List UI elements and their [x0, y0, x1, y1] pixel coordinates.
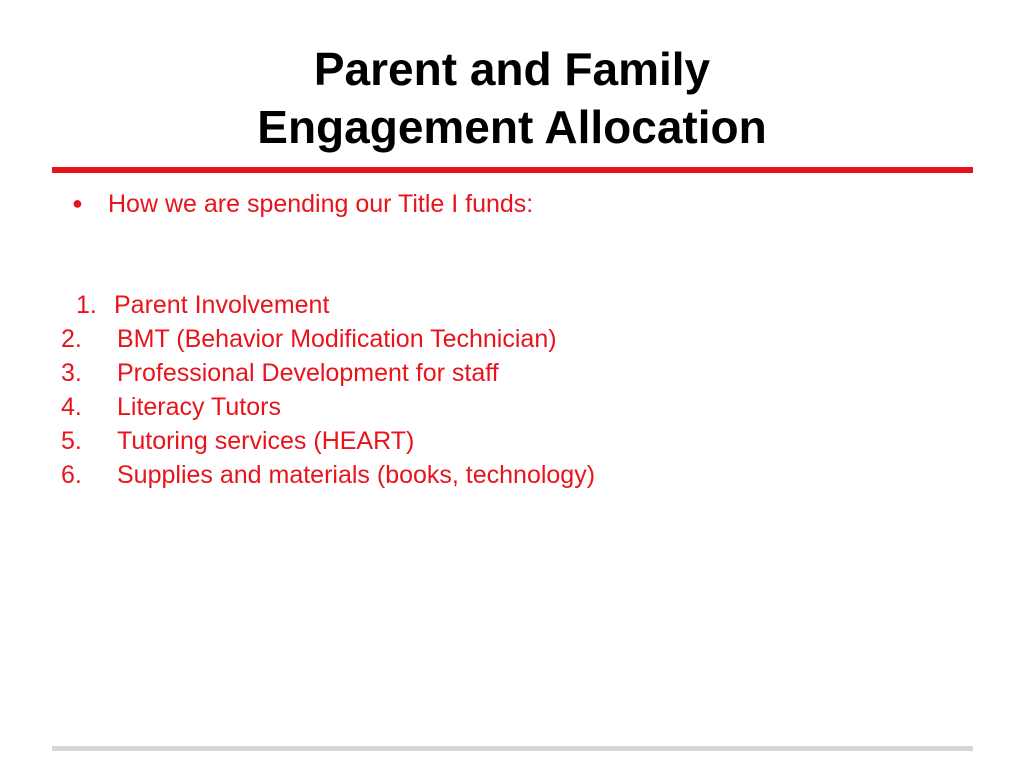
list-item-number: 5.	[61, 427, 82, 455]
slide-title-line-1: Parent and Family	[313, 43, 711, 95]
list-item-text: Tutoring services (HEART)	[117, 427, 415, 455]
bullet-item	[72, 186, 533, 221]
list-item-number: 2.	[61, 325, 82, 353]
bullet-icon: ●	[72, 193, 83, 213]
list-item-number: 1.	[76, 291, 97, 319]
list-item-number: 4.	[61, 393, 82, 421]
list-item-text: Parent Involvement	[114, 291, 330, 319]
list-item-number: 3.	[61, 359, 82, 387]
list-item-number: 6.	[61, 461, 82, 489]
title-divider	[52, 167, 973, 173]
slide-title	[0, 40, 1024, 156]
slide-title-line-2: Engagement Allocation	[257, 101, 767, 153]
list-item-text: Literacy Tutors	[117, 393, 281, 421]
footer-divider	[52, 746, 973, 751]
list-item-text: BMT (Behavior Modification Technician)	[117, 325, 557, 353]
list-item-text: Supplies and materials (books, technology)	[117, 461, 596, 489]
list-item-text: Professional Development for staff	[117, 359, 499, 387]
bullet-text: How we are spending our Title I funds:	[108, 190, 534, 218]
